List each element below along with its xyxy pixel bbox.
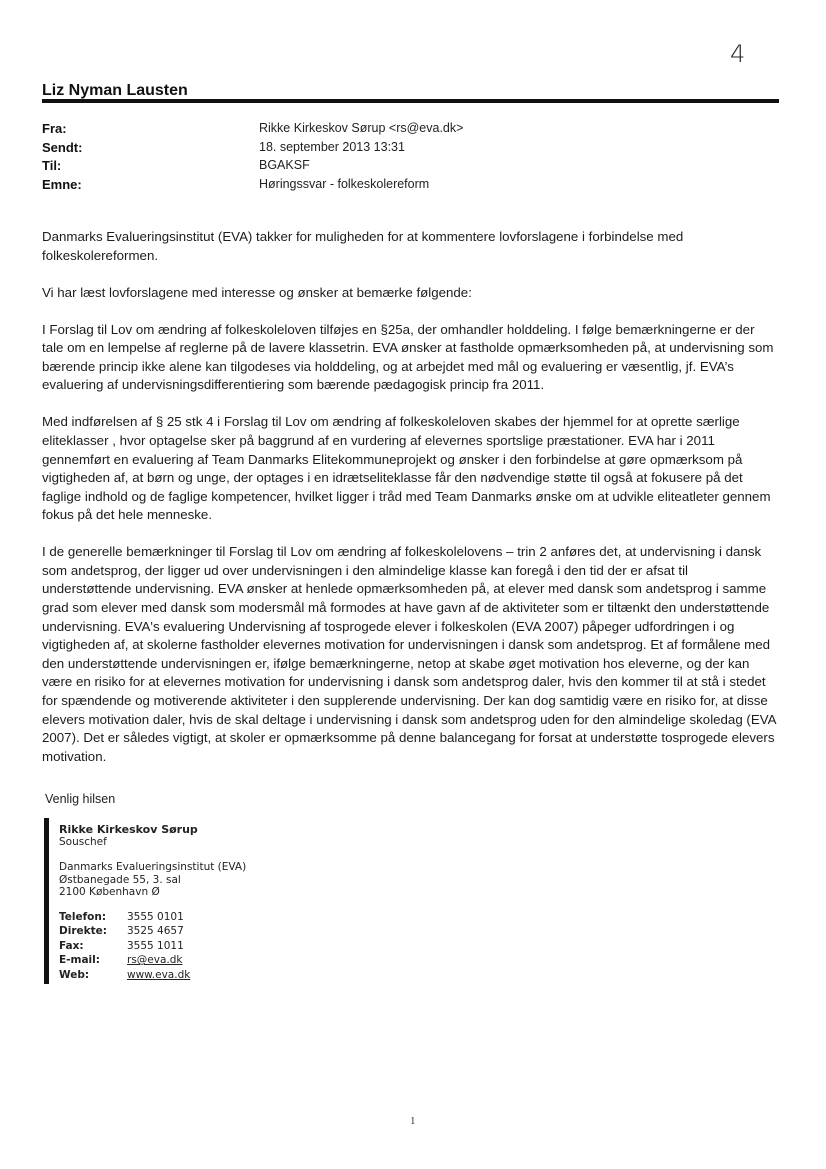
sender-name: Liz Nyman Lausten — [42, 82, 188, 99]
contact-row-web — [59, 969, 344, 984]
contact-label: Telefon: — [59, 910, 107, 923]
signature-city: 2100 København Ø — [59, 886, 160, 898]
contact-value-fax: 3555 1011 — [127, 939, 184, 952]
email-signature — [44, 818, 344, 984]
header-row-subject — [42, 177, 742, 196]
header-row-from — [42, 121, 742, 140]
contact-row-direct — [59, 925, 344, 940]
header-rule — [42, 99, 779, 103]
contact-row-phone — [59, 911, 344, 926]
body-paragraph: I de generelle bemærkninger til Forslag til Lov om ændring af folkeskolelovens – trin 2 anføres det, at undervisning i dansk som andetsprog, der ligger ud over undervisningen i den almindelige klasse kan foregå i den tid der er afsat til understøttende undervisning. EVA ønsker at henlede opmærksomheden på, at elever med dansk som andetsprog i samme grad som elever med dansk som modersmål må formodes at have gavn af de aktiviteter som er tiltænkt den understøttende undervisning. EVA's evaluering Undervisning af tosprogede elever i folkeskolen (EVA 2007) påpeger udfordringen i og vigtigheden af, at skolerne fastholder elevernes motivation for undervisningen i dansk som andetsprog. Et af formålene med den understøttende undervisningen er, ifølge bemærkningerne, netop at skabe øget motivation hos eleverne, og der kan være en risiko for at elevernes motivation for undervisning i dansk som andetsprog daler, hvis den kommer til at stå i stedet for spændende og motiverende aktiviteter i den supplerende undervisning. Der kan dog samtidig være en risiko for, at disse elevers motivation daler, hvis de skal deltage i undervisning i dansk som andetsprog uden for den almindelige skoledag (EVA 2007). Det er således vigtigt, at skoler er opmærksomme på denne balancegang for forsat at understøtte tosprogede elevers motivation. — [42, 544, 776, 764]
signature-name: Rikke Kirkeskov Sørup — [59, 823, 198, 836]
signature-street: Østbanegade 55, 3. sal — [59, 873, 181, 886]
header-label: Sendt: — [42, 139, 83, 155]
signature-org: Danmarks Evalueringsinstitut (EVA) — [59, 861, 247, 873]
page-number: 1 — [410, 1115, 416, 1127]
header-value-subject: Høringssvar - folkeskolereform — [259, 176, 430, 191]
email-link[interactable]: rs@eva.dk — [127, 954, 183, 967]
header-row-to — [42, 158, 742, 177]
body-paragraph: Vi har læst lovforslagene med interesse og ønsker at bemærke følgende: — [42, 284, 472, 300]
header-label: Fra: — [42, 121, 67, 136]
contact-label: Direkte: — [59, 925, 107, 938]
body-paragraph: Danmarks Evalueringsinstitut (EVA) takker for muligheden for at kommentere lovforslagene i forbindelse med folkeskolereformen. — [42, 229, 684, 263]
contact-label: Fax: — [59, 939, 84, 952]
contact-value-phone: 3555 0101 — [127, 910, 184, 923]
header-value-to: BGAKSF — [259, 158, 310, 172]
contact-row-email — [59, 954, 344, 969]
signature-title: Souschef — [59, 836, 107, 848]
header-label: Emne: — [42, 176, 82, 192]
web-link[interactable]: www.eva.dk — [127, 968, 191, 981]
header-value-sent: 18. september 2013 13:31 — [259, 139, 405, 154]
header-value-from: Rikke Kirkeskov Sørup <rs@eva.dk> — [259, 121, 464, 135]
email-headers — [42, 121, 742, 195]
contact-label: Web: — [59, 968, 90, 981]
contact-row-fax — [59, 940, 344, 955]
closing-greeting: Venlig hilsen — [45, 792, 116, 806]
header-row-sent — [42, 140, 742, 159]
contact-label: E-mail: — [59, 954, 100, 967]
letter-body — [42, 228, 777, 785]
signature-contacts — [59, 911, 344, 984]
body-paragraph: I Forslag til Lov om ændring af folkeskoleloven tilføjes en §25a, der omhandler holddeling. I følge bemærkningerne er der tale om en lempelse af reglerne på de lavere klassetrin. EVA ønsker at fastholde opmærksomheden på, at undervisning som bærende princip ikke alene kan tilgodeses via holddeling, og at arbejdet med mål og evaluering er væsentlig, jf. EVA’s evaluering af undervisningsdifferentiering som bærende pædagogisk princip fra 2011. — [42, 321, 774, 393]
signature-address — [59, 861, 344, 899]
header-label: Til: — [42, 158, 62, 173]
handwritten-page-mark: 4 — [730, 40, 746, 68]
body-paragraph: Med indførelsen af § 25 stk 4 i Forslag til Lov om ændring af folkeskoleloven skabes der hjemmel for at oprette særlige eliteklasser , hvor optagelse sker på baggrund af en vurdering af elevernes sportslige præstationer. EVA har i 2011 gennemført en evaluering af Team Danmarks Elitekommuneprojekt og ønsker i den forbindelse at gøre opmærksom på vigtigheden af, at børn og unge, der optages i en idrætseliteklasse får den nødvendige støtte til også at fokusere på det faglige indhold og de faglige kompetencer, hvilket ligger i tråd med Team Danmarks ønske om at udvikle eliteatleter gennem fokus på det hele menneske. — [42, 414, 771, 523]
contact-value-direct: 3525 4657 — [127, 925, 184, 938]
